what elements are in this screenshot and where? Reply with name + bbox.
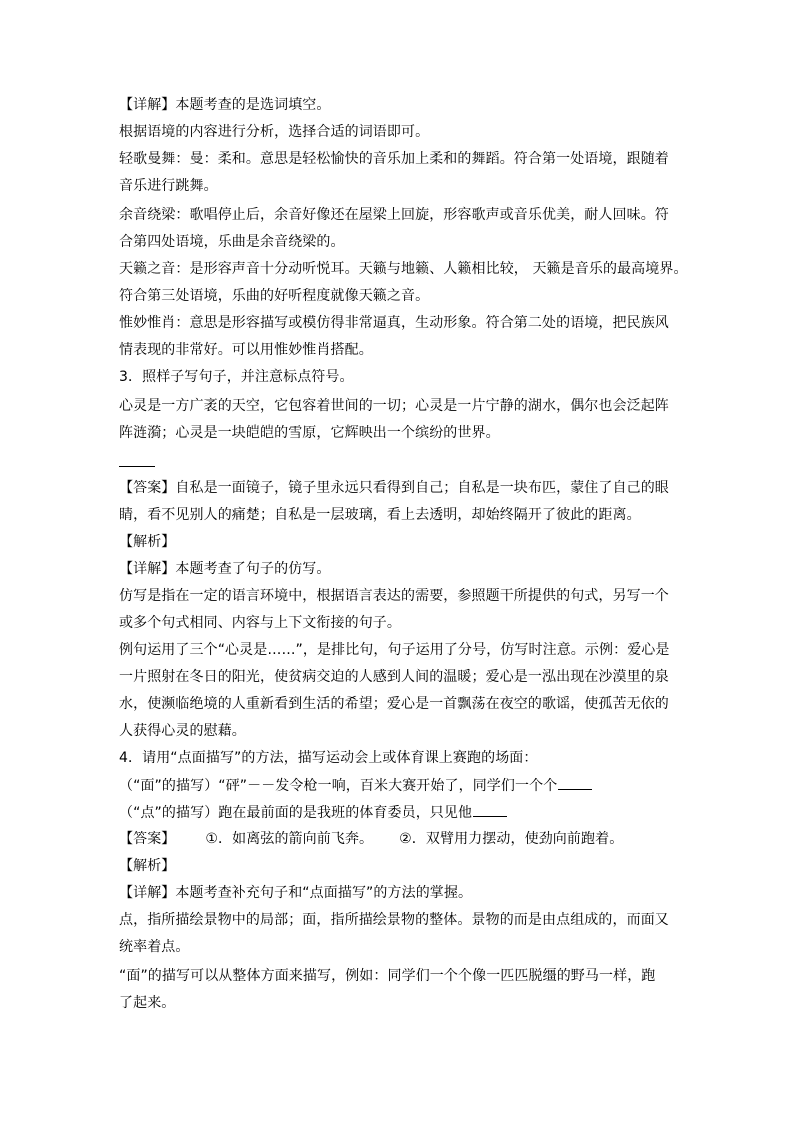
explanation-heading-3: 【详解】本题考查补充句子和“点面描写”的方法的掌握。 — [119, 885, 473, 901]
answer-item-1: ①．如离弦的箭向前飞奔。 — [205, 831, 374, 847]
paragraph-line: 一片照射在冬日的阳光，使贫病交迫的人感到人间的温暖；爱心是一泓出现在沙漠里的泉 — [119, 669, 669, 685]
question-3-title: 3．照样子写句子，并注意标点符号。 — [119, 369, 354, 385]
answer-label: 【答案】 — [119, 831, 176, 847]
explanation-heading-1: 【详解】本题考查的是选词填空。 — [119, 97, 331, 113]
answer-blank-line — [119, 466, 155, 467]
example-sentence-line: 阵涟漪；心灵是一块皑皑的雪原，它辉映出一个缤纷的世界。 — [119, 425, 500, 441]
example-sentence-line: 心灵是一方广袤的天空，它包容着世间的一切；心灵是一片宁静的湖水，偶尔也会泛起阵 — [119, 398, 669, 414]
paragraph-line: 或多个句式相同、内容与上下文衔接的句子。 — [119, 615, 401, 631]
paragraph-line: 水，使濒临绝境的人重新看到生活的希望；爱心是一首飘荡在夜空的歌谣，使孤苦无依的 — [119, 696, 669, 712]
paragraph-line: 惟妙惟肖：意思是形容描写或模仿得非常逼真，生动形象。符合第二处的语境，把民族风 — [119, 315, 669, 331]
paragraph-line: 点，指所描绘景物中的局部；面，指所描绘景物的整体。景物的而是由点组成的，而面又 — [119, 912, 669, 928]
analysis-heading: 【解析】 — [119, 534, 176, 550]
paragraph-line: 例句运用了三个“心灵是……”，是排比句，句子运用了分号，仿写时注意。示例：爱心是 — [119, 642, 670, 658]
fill-blank-underline[interactable] — [473, 802, 507, 817]
paragraph-line: 情表现的非常好。可以用惟妙惟肖搭配。 — [119, 342, 373, 358]
paragraph-line: 根据语境的内容进行分析，选择合适的词语即可。 — [119, 124, 430, 140]
answer-item-2: ②．双臂用力摆动，使劲向前跑着。 — [399, 831, 624, 847]
fill-blank-text: （“点”的描写）跑在最前面的是我班的体育委员，只见他 — [119, 805, 473, 821]
paragraph-line: 音乐进行跳舞。 — [119, 178, 218, 194]
paragraph-line: 轻歌曼舞：曼：柔和。意思是轻松愉快的音乐加上柔和的舞蹈。符合第一处语境，跟随着 — [119, 151, 669, 167]
fill-blank-line-2 — [119, 802, 689, 822]
answer-line — [119, 829, 689, 849]
fill-blank-underline[interactable] — [558, 775, 592, 790]
fill-blank-text: （“面”的描写）“砰”－－发令枪一响，百米大赛开始了，同学们一个个 — [119, 778, 558, 794]
paragraph-line: 余音绕梁：歌唱停止后，余音好像还在屋梁上回旋，形容歌声或音乐优美，耐人回味。符 — [119, 207, 669, 223]
answer-line: 睛，看不见别人的痛楚；自私是一层玻璃，看上去透明，却始终隔开了彼此的距离。 — [119, 507, 641, 523]
paragraph-line: 合第四处语境，乐曲是余音绕梁的。 — [119, 234, 345, 250]
fill-blank-line-1 — [119, 775, 689, 795]
paragraph-line: 统率着点。 — [119, 939, 190, 955]
paragraph-line: 天籁之音：是形容声音十分动听悦耳。天籁与地籁、人籁相比较， 天籁是音乐的最高境界。 — [119, 261, 688, 277]
paragraph-line: 人获得心灵的慰藉。 — [119, 723, 246, 739]
paragraph-line: 仿写是指在一定的语言环境中，根据语言表达的需要，参照题干所提供的句式，另写一个 — [119, 588, 669, 604]
explanation-heading-2: 【详解】本题考查了句子的仿写。 — [119, 561, 331, 577]
analysis-heading: 【解析】 — [119, 858, 176, 874]
question-4-title: 4．请用“点面描写”的方法，描写运动会上或体育课上赛跑的场面： — [119, 750, 538, 766]
paragraph-line: 符合第三处语境，乐曲的好听程度就像天籁之音。 — [119, 288, 430, 304]
answer-line: 【答案】自私是一面镜子，镜子里永远只看得到自己；自私是一块布匹，蒙住了自己的眼 — [119, 480, 669, 496]
paragraph-line: 了起来。 — [119, 995, 176, 1011]
paragraph-line: “面”的描写可以从整体方面来描写，例如：同学们一个个像一匹匹脱缰的野马一样，跑 — [119, 968, 656, 984]
